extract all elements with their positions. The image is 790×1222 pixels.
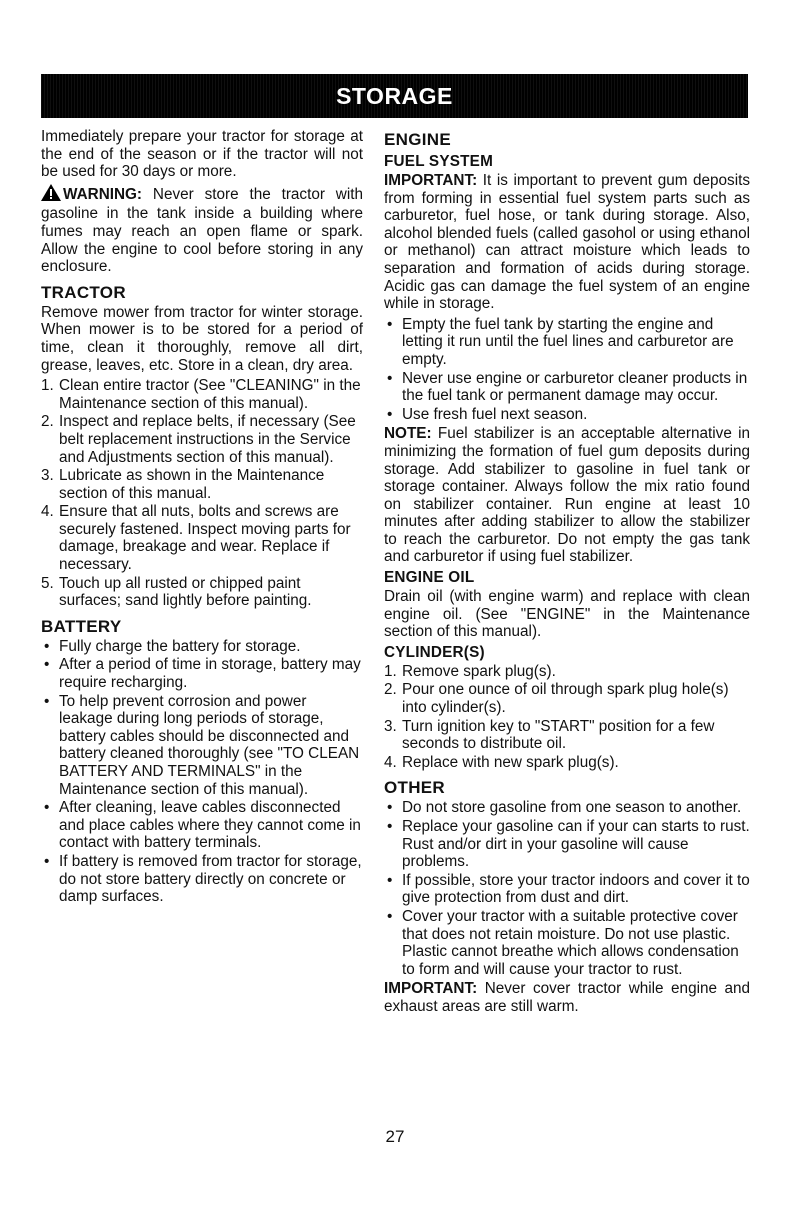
list-item: 4. Ensure that all nuts, bolts and screws are securely fastened. Inspect moving parts for damage, breakage and wear. Replace if necessary. (41, 503, 351, 574)
battery-list (41, 638, 363, 906)
list-item: • After a period of time in storage, battery may require recharging. (44, 656, 361, 692)
list-item: • Replace your gasoline can if your can starts to rust. Rust and/or dirt in your gasoline will cause problems. (387, 818, 750, 871)
section-banner (41, 74, 748, 118)
intro-paragraph: Immediately prepare your tractor for storage at the end of the season or if the tractor will not be used for 30 days or more. (41, 128, 363, 181)
list-item: • Do not store gasoline from one season to another. (387, 799, 742, 817)
list-item: 2. Inspect and replace belts, if necessary (See belt replacement instructions in the Service and Adjustments section of this manual). (41, 413, 356, 466)
list-item: 1. Remove spark plug(s). (384, 662, 556, 680)
page-number: 27 (385, 1127, 405, 1146)
list-item: • Never use engine or carburetor cleaner products in the fuel tank or permanent damage may occur. (387, 369, 748, 405)
bullet-icon: • (387, 818, 393, 835)
fuel-note-paragraph: NOTE: Fuel stabilizer is an acceptable alternative in minimizing the formation of fuel gum deposits during storage. Add stabilizer to gasoline in fuel tank or storage container. Always follow the mix ratio found on stabilizer container. Run engine at least 10 minutes after adding stabilizer to allow the stabilizer to reach the carburetor. Do not empty the gas tank and carburetor if using fuel stabilizer. (384, 425, 750, 566)
fuel-important-paragraph: IMPORTANT: It is important to prevent gum deposits from forming in essential fuel system parts such as carburetor, fuel hose, or tank during storage. Also, alcohol blended fuels (called gasohol or using ethanol or methanol) can attract moisture which leads to separation and formation of acids during storage. Acidic gas can damage the fuel system of an engine while in storage. (384, 172, 751, 313)
important-label: IMPORTANT: (384, 172, 478, 189)
warning-label: WARNING: (63, 185, 143, 203)
bullet-icon: • (44, 656, 50, 674)
bullet-icon: • (44, 692, 50, 710)
engine-oil-paragraph: Drain oil (with engine warm) and replace with clean engine oil. (See "ENGINE" in the Maintenance section of this manual). (384, 588, 750, 641)
list-item: • Cover your tractor with a suitable protective cover that does not retain moisture. Do not use plastic. Plastic cannot breathe which allows condensation to form and will cause your tractor to rust. (387, 907, 739, 978)
cylinders-steps (384, 663, 750, 772)
fuel-list (384, 316, 750, 424)
list-item: • Fully charge the battery for storage. (44, 637, 301, 655)
page-title: STORAGE (336, 82, 453, 109)
bullet-icon: • (44, 852, 50, 870)
list-item: 2. Pour one ounce of oil through spark plug hole(s) into cylinder(s). (384, 681, 729, 717)
important-label: IMPORTANT: (384, 980, 478, 998)
tractor-intro: Remove mower from tractor for winter storage. When mower is to be stored for a period of time, clean it thoroughly, remove all dirt, grease, leaves, etc. Store in a clean, dry area. (41, 303, 363, 374)
bullet-icon: • (44, 799, 50, 817)
fuel-system-heading: FUEL SYSTEM (384, 153, 494, 170)
list-item: 5. Touch up all rusted or chipped paint surfaces; sand lightly before painting. (41, 574, 312, 610)
list-item: 3. Turn ignition key to "START" position for a few seconds to distribute oil. (384, 717, 715, 753)
list-item: 3. Lubricate as shown in the Maintenance section of this manual. (41, 467, 325, 502)
warning-triangle-icon (41, 184, 61, 206)
bullet-icon: • (387, 907, 393, 925)
bullet-icon: • (387, 799, 393, 817)
list-item: • Use fresh fuel next season. (387, 405, 588, 423)
list-item: • Empty the fuel tank by starting the engine and letting it run until the fuel lines and carburetor are empty. (387, 315, 734, 368)
cylinders-heading: CYLINDER(S) (384, 643, 485, 661)
battery-heading: BATTERY (41, 616, 122, 636)
bullet-icon: • (387, 369, 393, 387)
tractor-steps (41, 377, 363, 610)
right-column (384, 128, 750, 1019)
left-column (41, 128, 363, 908)
bullet-icon: • (44, 637, 50, 655)
bullet-icon: • (387, 871, 393, 889)
list-item: 1. Clean entire tractor (See "CLEANING" in the Maintenance section of this manual). (41, 377, 361, 412)
warning-text: Never store the tractor with gasoline in the tank inside a building where fumes may reach an open flame or spark. Allow the engine to cool before storing in any enclosure. (41, 185, 363, 276)
engine-oil-heading: ENGINE OIL (384, 569, 475, 587)
bullet-icon: • (387, 405, 393, 423)
list-item: • After cleaning, leave cables disconnected and place cables where they cannot come in contact with battery terminals. (44, 799, 361, 852)
warning-paragraph (41, 184, 363, 276)
tractor-heading: TRACTOR (41, 282, 126, 302)
other-important-paragraph: IMPORTANT: Never cover tractor while engine and exhaust areas are still warm. (384, 980, 750, 1015)
other-list (384, 799, 750, 978)
other-heading: OTHER (384, 778, 445, 798)
list-item: • If battery is removed from tractor for storage, do not store battery directly on concrete or damp surfaces. (44, 852, 362, 906)
bullet-icon: • (387, 315, 393, 333)
list-item: • If possible, store your tractor indoors and cover it to give protection from dust and dirt. (387, 871, 750, 907)
engine-heading: ENGINE (384, 130, 451, 149)
list-item: 4. Replace with new spark plug(s). (384, 753, 619, 771)
list-item: • To help prevent corrosion and power leakage during long periods of storage, battery cables should be disconnected and battery cleaned thoroughly (see "TO CLEAN BATTERY AND TERMINALS" in the Maintenance section of this manual). (44, 692, 360, 798)
note-label: NOTE: (384, 425, 432, 443)
